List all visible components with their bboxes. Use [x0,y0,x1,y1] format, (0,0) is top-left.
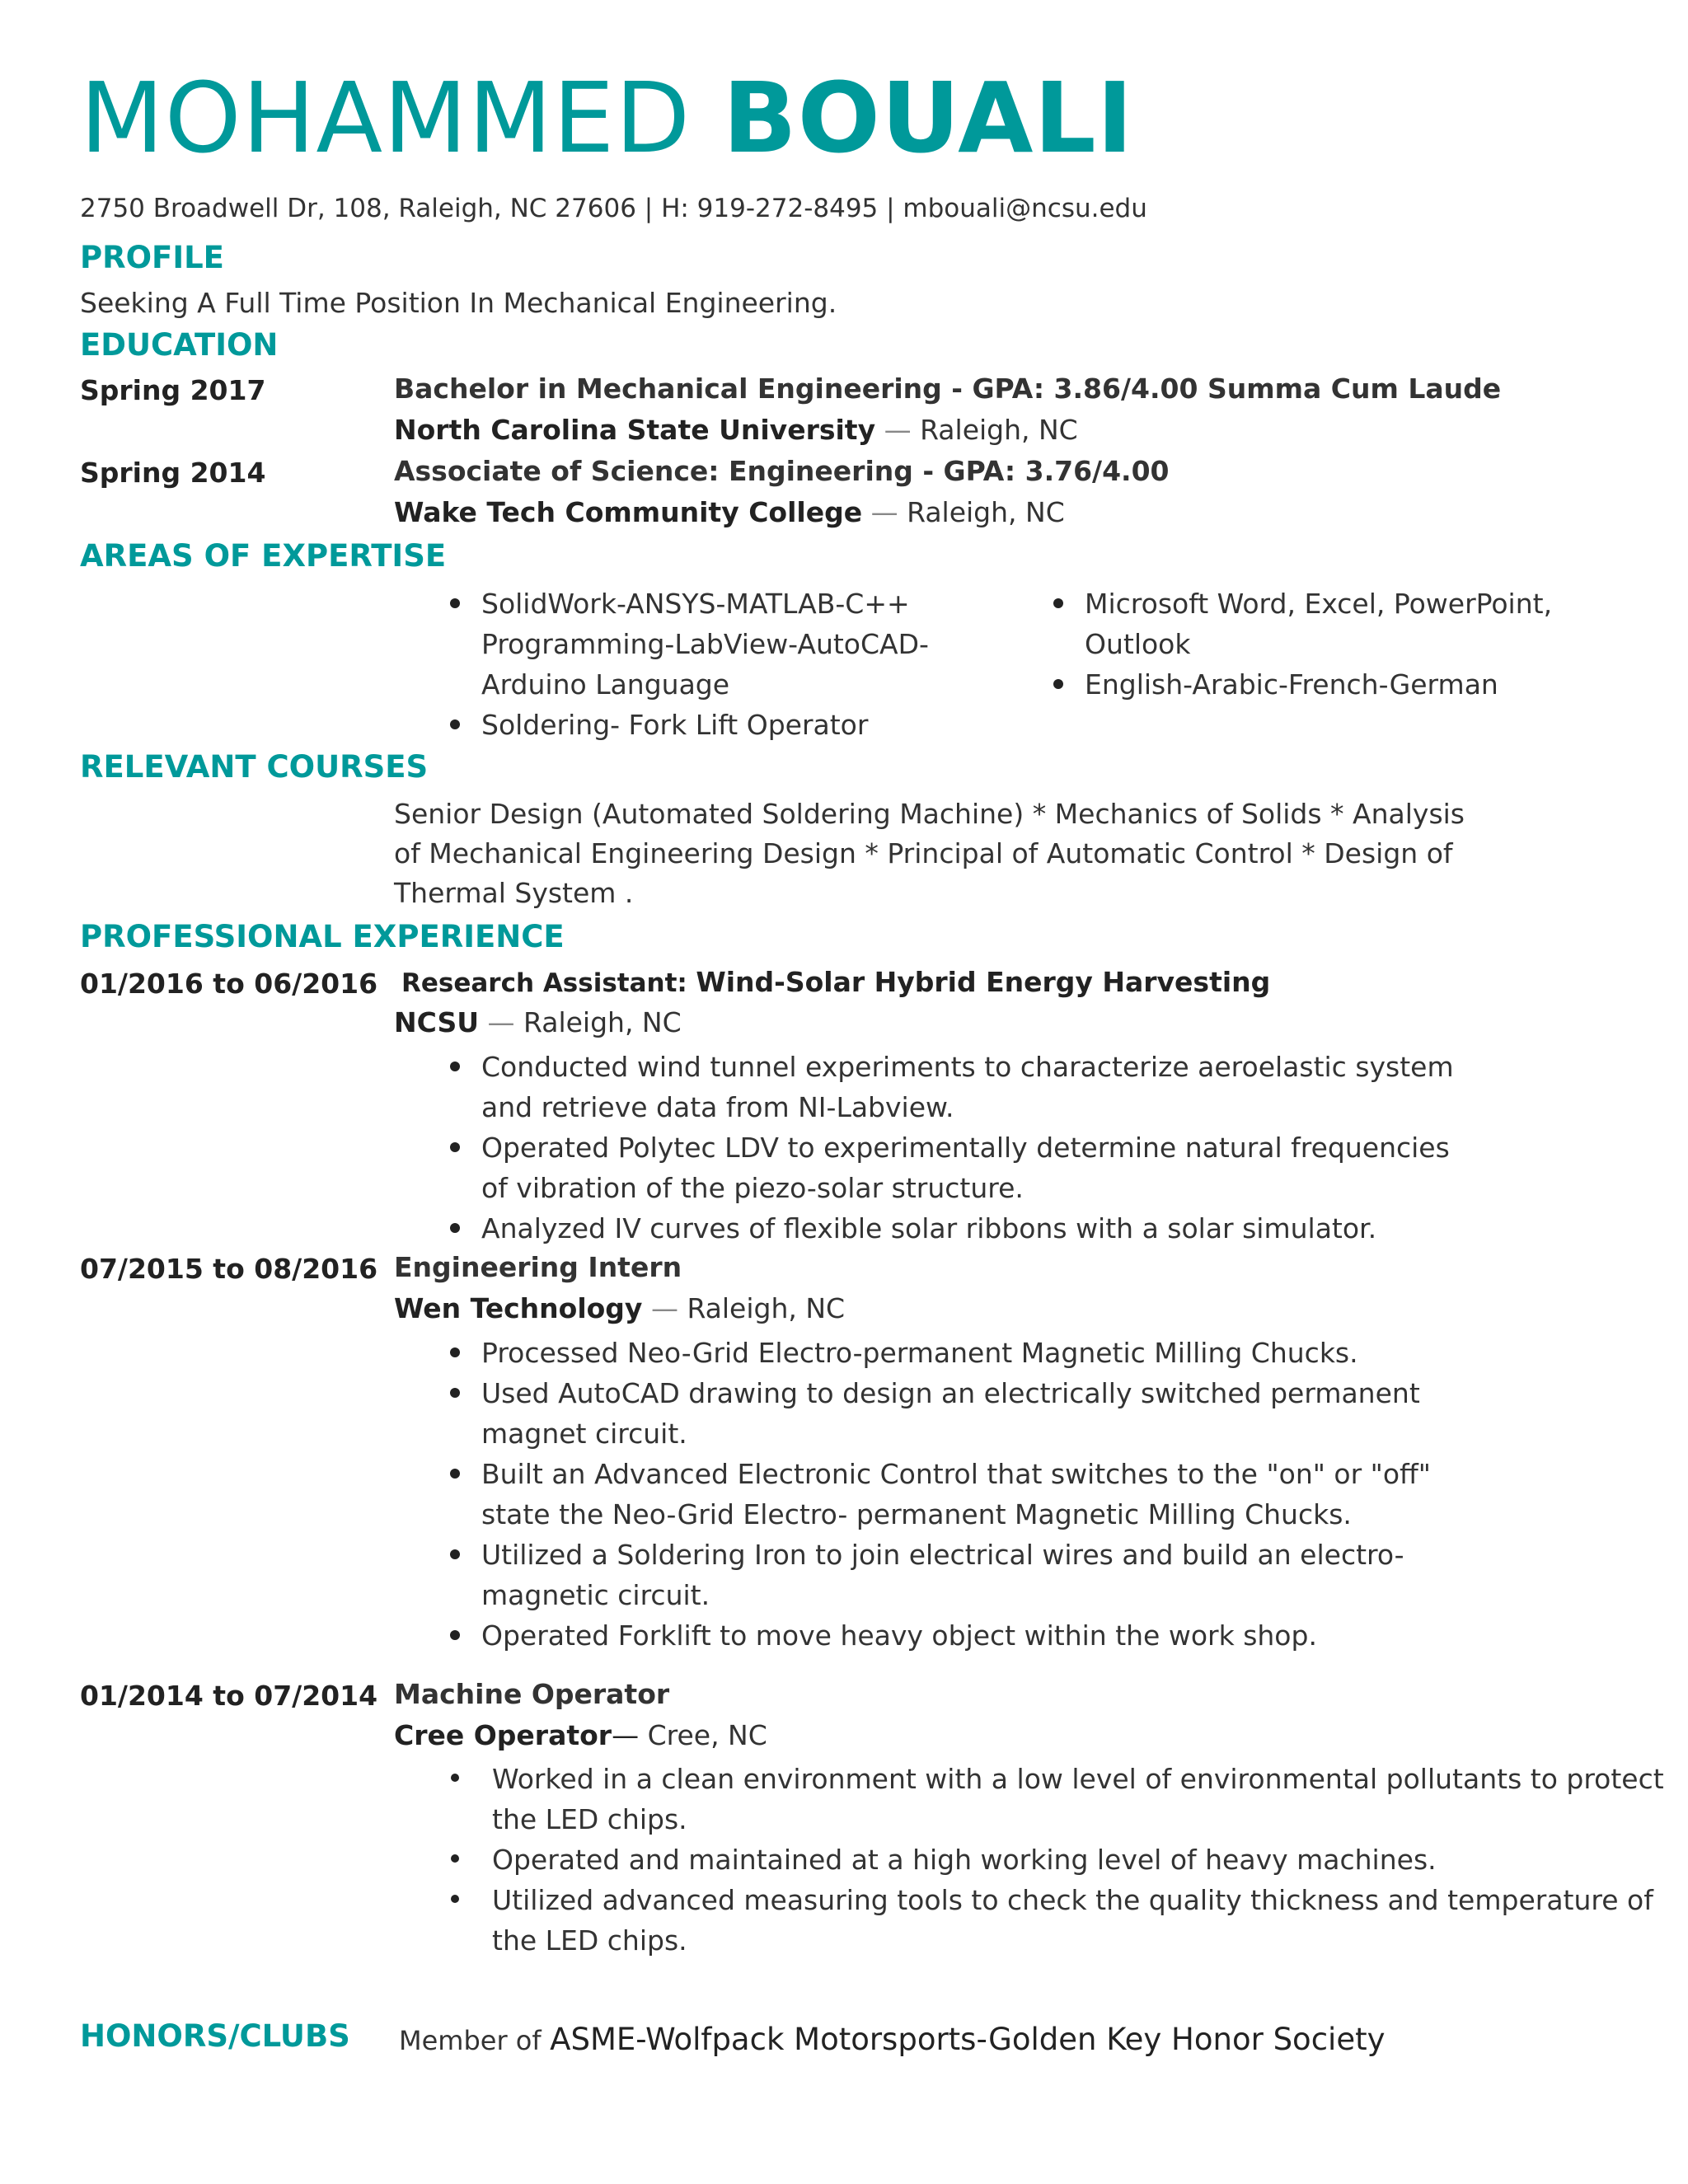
list-item: Analyzed IV curves of flexible solar ribbons with a solar simulator. [481,1208,1454,1249]
education-degree: Associate of Science: Engineering - GPA: 3.76/4.00 [394,455,1170,487]
education-location: Raleigh, NC [907,496,1065,528]
experience-heading: PROFESSIONAL EXPERIENCE [80,919,565,954]
bullet-icon [451,1895,459,1903]
job-title: Research Assistant: [401,968,687,998]
profile-heading: PROFILE [80,240,224,275]
list-item: Utilized a Soldering Iron to join electrical wires and build an electro-magnetic circuit. [481,1535,1487,1615]
job-company: NCSU [394,1006,480,1038]
education-location: Raleigh, NC [920,414,1078,446]
list-item: Soldering- Fork Lift Operator [481,705,943,745]
expertise-heading: AREAS OF EXPERTISE [80,538,447,574]
job-title: Engineering Intern [394,1251,682,1283]
expertise-list-left [481,583,943,745]
job-company-line [394,1715,767,1756]
list-item: English-Arabic-French-German [1085,664,1563,705]
job-date: 01/2014 to 07/2014 [80,1680,378,1712]
separator-dash: — [612,1719,640,1751]
bullet-icon [450,1347,460,1357]
separator-dash: — [884,414,912,446]
bullet-icon [450,719,460,729]
honors-text: ASME-Wolfpack Motorsports-Golden Key Honor Society [550,2022,1386,2057]
bullet-icon [450,1142,460,1152]
honors-line [399,2019,1386,2061]
last-name: BOUALI [722,61,1134,175]
bullet-icon [450,1469,460,1479]
bullet-icon [450,1223,460,1233]
list-item: Microsoft Word, Excel, PowerPoint, Outlook [1085,583,1563,664]
education-heading: EDUCATION [80,327,279,363]
bullet-icon [450,598,460,608]
profile-text: Seeking A Full Time Position In Mechanical Engineering. [80,287,837,319]
contact-info: 2750 Broadwell Dr, 108, Raleigh, NC 27606 | H: 919-272-8495 | mbouali@ncsu.edu [80,194,1147,223]
bullet-icon [451,1774,459,1782]
list-item: Utilized advanced measuring tools to check the quality thickness and temperature of the LED chips. [492,1880,1671,1961]
job-company-line [394,1288,845,1329]
job-date: 07/2015 to 08/2016 [80,1253,378,1285]
courses-heading: RELEVANT COURSES [80,749,429,785]
separator-dash: — [650,1292,678,1324]
job-date: 01/2016 to 06/2016 [80,968,378,1000]
bullet-icon [450,1630,460,1640]
job-company-line [394,1002,682,1043]
bullet-icon [450,1549,460,1559]
bullet-icon [451,1854,459,1863]
job-company: Cree Operator [394,1719,612,1751]
job-project: Wind-Solar Hybrid Energy Harvesting [696,966,1271,998]
separator-dash: — [870,496,898,528]
job-bullets [481,1333,1487,1656]
honors-heading: HONORS/CLUBS [80,2018,350,2054]
list-item: Conducted wind tunnel experiments to characterize aeroelastic system and retrieve data from NI-Labview. [481,1047,1454,1127]
list-item: Worked in a clean environment with a low level of environmental pollutants to protect the LED chips. [492,1759,1671,1840]
list-item: Operated and maintained at a high working level of heavy machines. [492,1840,1671,1880]
bullet-icon [1053,679,1063,689]
candidate-name [80,61,1134,175]
bullet-icon [450,1062,460,1071]
first-name: MOHAMMED [80,61,692,175]
bullet-icon [450,1388,460,1398]
expertise-list-right [1085,583,1563,705]
list-item: Processed Neo-Grid Electro-permanent Magnetic Milling Chucks. [481,1333,1487,1373]
list-item: Used AutoCAD drawing to design an electrically switched permanent magnet circuit. [481,1373,1487,1454]
list-item: Operated Polytec LDV to experimentally determine natural frequencies of vibration of the piezo-solar structure. [481,1127,1454,1208]
job-title-line [401,962,1270,1004]
separator-dash: — [487,1006,515,1038]
job-location: Cree, NC [647,1719,767,1751]
job-title: Machine Operator [394,1678,670,1710]
courses-text: Senior Design (Automated Soldering Machine) * Mechanics of Solids * Analysis of Mechanical Engineering Design * Principal of Automatic Control * Design of Thermal System . [394,798,1465,909]
education-degree: Bachelor in Mechanical Engineering - GPA: 3.86/4.00 Summa Cum Laude [394,373,1502,405]
job-company: Wen Technology [394,1292,643,1324]
list-item: Built an Advanced Electronic Control that switches to the "on" or "off" state the Neo-Grid Electro- permanent Magnetic Milling Chucks. [481,1454,1487,1535]
bullet-icon [1053,598,1063,608]
job-bullets [481,1047,1454,1249]
list-item: Operated Forklift to move heavy object within the work shop. [481,1615,1487,1656]
education-school-line [394,492,1065,533]
education-school: Wake Tech Community College [394,496,863,528]
honors-prefix: Member of [399,2025,542,2056]
education-date: Spring 2014 [80,457,266,489]
education-date: Spring 2017 [80,374,266,406]
job-location: Raleigh, NC [687,1292,846,1324]
job-bullets [492,1759,1671,1961]
job-location: Raleigh, NC [523,1006,682,1038]
list-item: SolidWork-ANSYS-MATLAB-C++ Programming-LabView-AutoCAD-Arduino Language [481,583,943,705]
education-school: North Carolina State University [394,414,876,446]
education-school-line [394,410,1078,451]
